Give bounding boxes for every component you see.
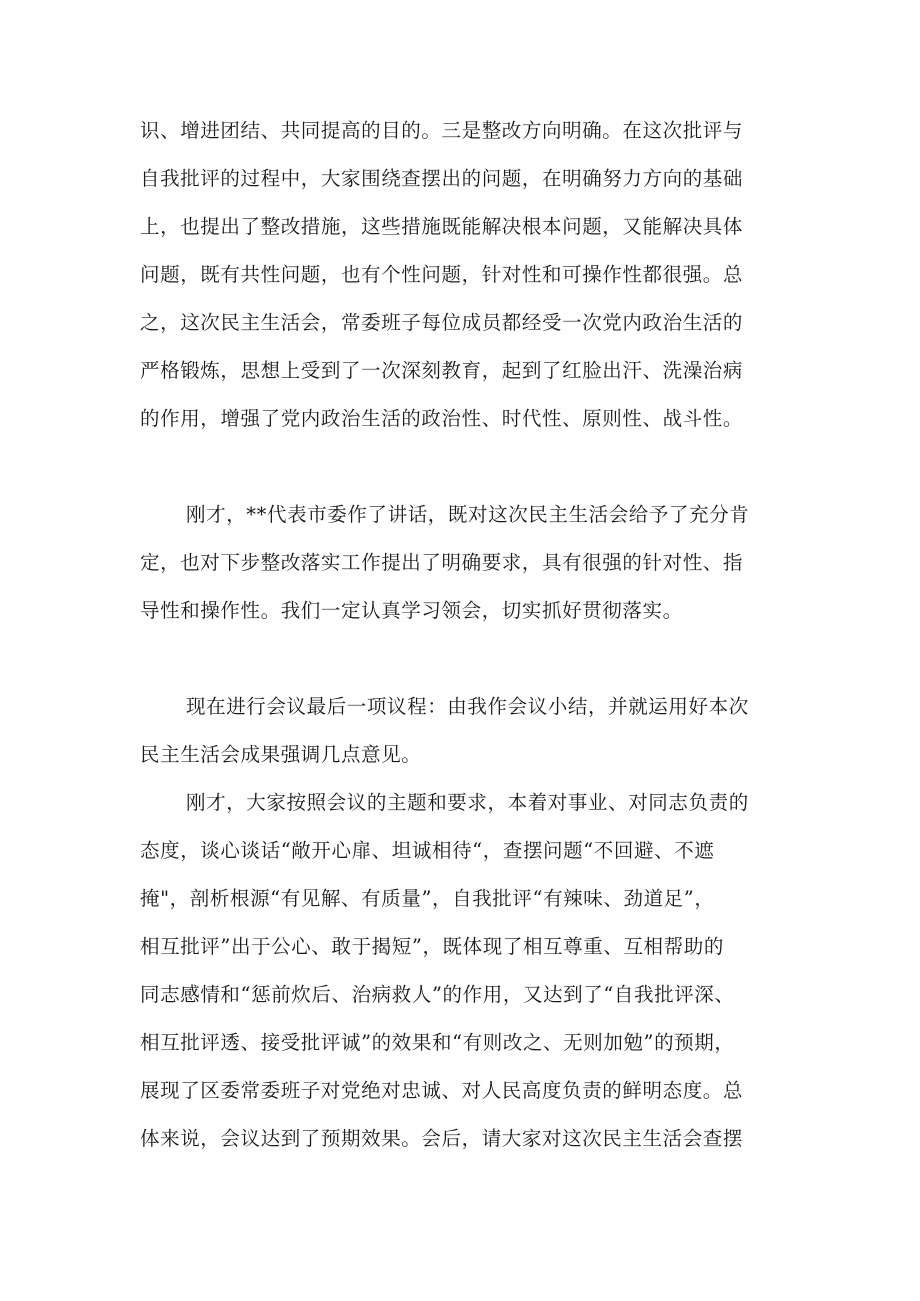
text-line: 刚才，大家按照会议的主题和要求，本着对事业、对同志负责的 bbox=[186, 791, 749, 814]
text-line: 自我批评的过程中，大家围绕查摆出的问题，在明确努力方向的基础 bbox=[140, 167, 744, 190]
text-line: 同志感情和“惩前炊后、治病救人”的作用，又达到了“自我批评深、 bbox=[140, 983, 735, 1006]
text-line: 的作用，增强了党内政治生活的政治性、时代性、原则性、战斗性。 bbox=[140, 407, 744, 430]
text-line: 态度，谈心谈话“敞开心扉、坦诚相待“，查摆问题“不回避、不遮 bbox=[140, 839, 715, 862]
text-line: 之，这次民主生活会，常委班子每位成员都经受一次党内政治生活的 bbox=[140, 311, 744, 334]
text-line: 问题，既有共性问题，也有个性问题，针对性和可操作性都很强。总 bbox=[140, 263, 744, 286]
text-line: 上，也提出了整改措施，这些措施既能解决根本问题，又能解决具体 bbox=[140, 215, 744, 238]
text-line: 相互批评”出于公心、敢于揭短”，既体现了相互尊重、互相帮助的 bbox=[140, 935, 724, 958]
text-line: 刚才，**代表市委作了讲话，既对这次民主生活会给予了充分肯 bbox=[186, 503, 750, 526]
text-line: 掩"，剖析根源“有见解、有质量”，自我批评“有辣味、劲道足”， bbox=[140, 887, 715, 910]
text-line: 现在进行会议最后一项议程：由我作会议小结，并就运用好本次 bbox=[186, 695, 749, 718]
text-line: 民主生活会成果强调几点意见。 bbox=[140, 743, 422, 766]
text-line: 导性和操作性。我们一定认真学习领会，切实抓好贯彻落实。 bbox=[140, 599, 683, 622]
text-line: 展现了区委常委班子对党绝对忠诚、对人民高度负责的鲜明态度。总 bbox=[140, 1079, 744, 1102]
text-line: 严格锻炼，思想上受到了一次深刻教育，起到了红脸出汗、洗澡治病 bbox=[140, 359, 744, 382]
text-line: 定，也对下步整改落实工作提出了明确要求，具有很强的针对性、指 bbox=[140, 551, 744, 574]
text-line: 相互批评透、接受批评诚”的效果和“有则改之、无则加勉”的预期， bbox=[140, 1031, 735, 1054]
text-line: 体来说，会议达到了预期效果。会后，请大家对这次民主生活会查摆 bbox=[140, 1127, 744, 1150]
text-line: 识、增进团结、共同提高的目的。三是整改方向明确。在这次批评与 bbox=[140, 119, 744, 142]
